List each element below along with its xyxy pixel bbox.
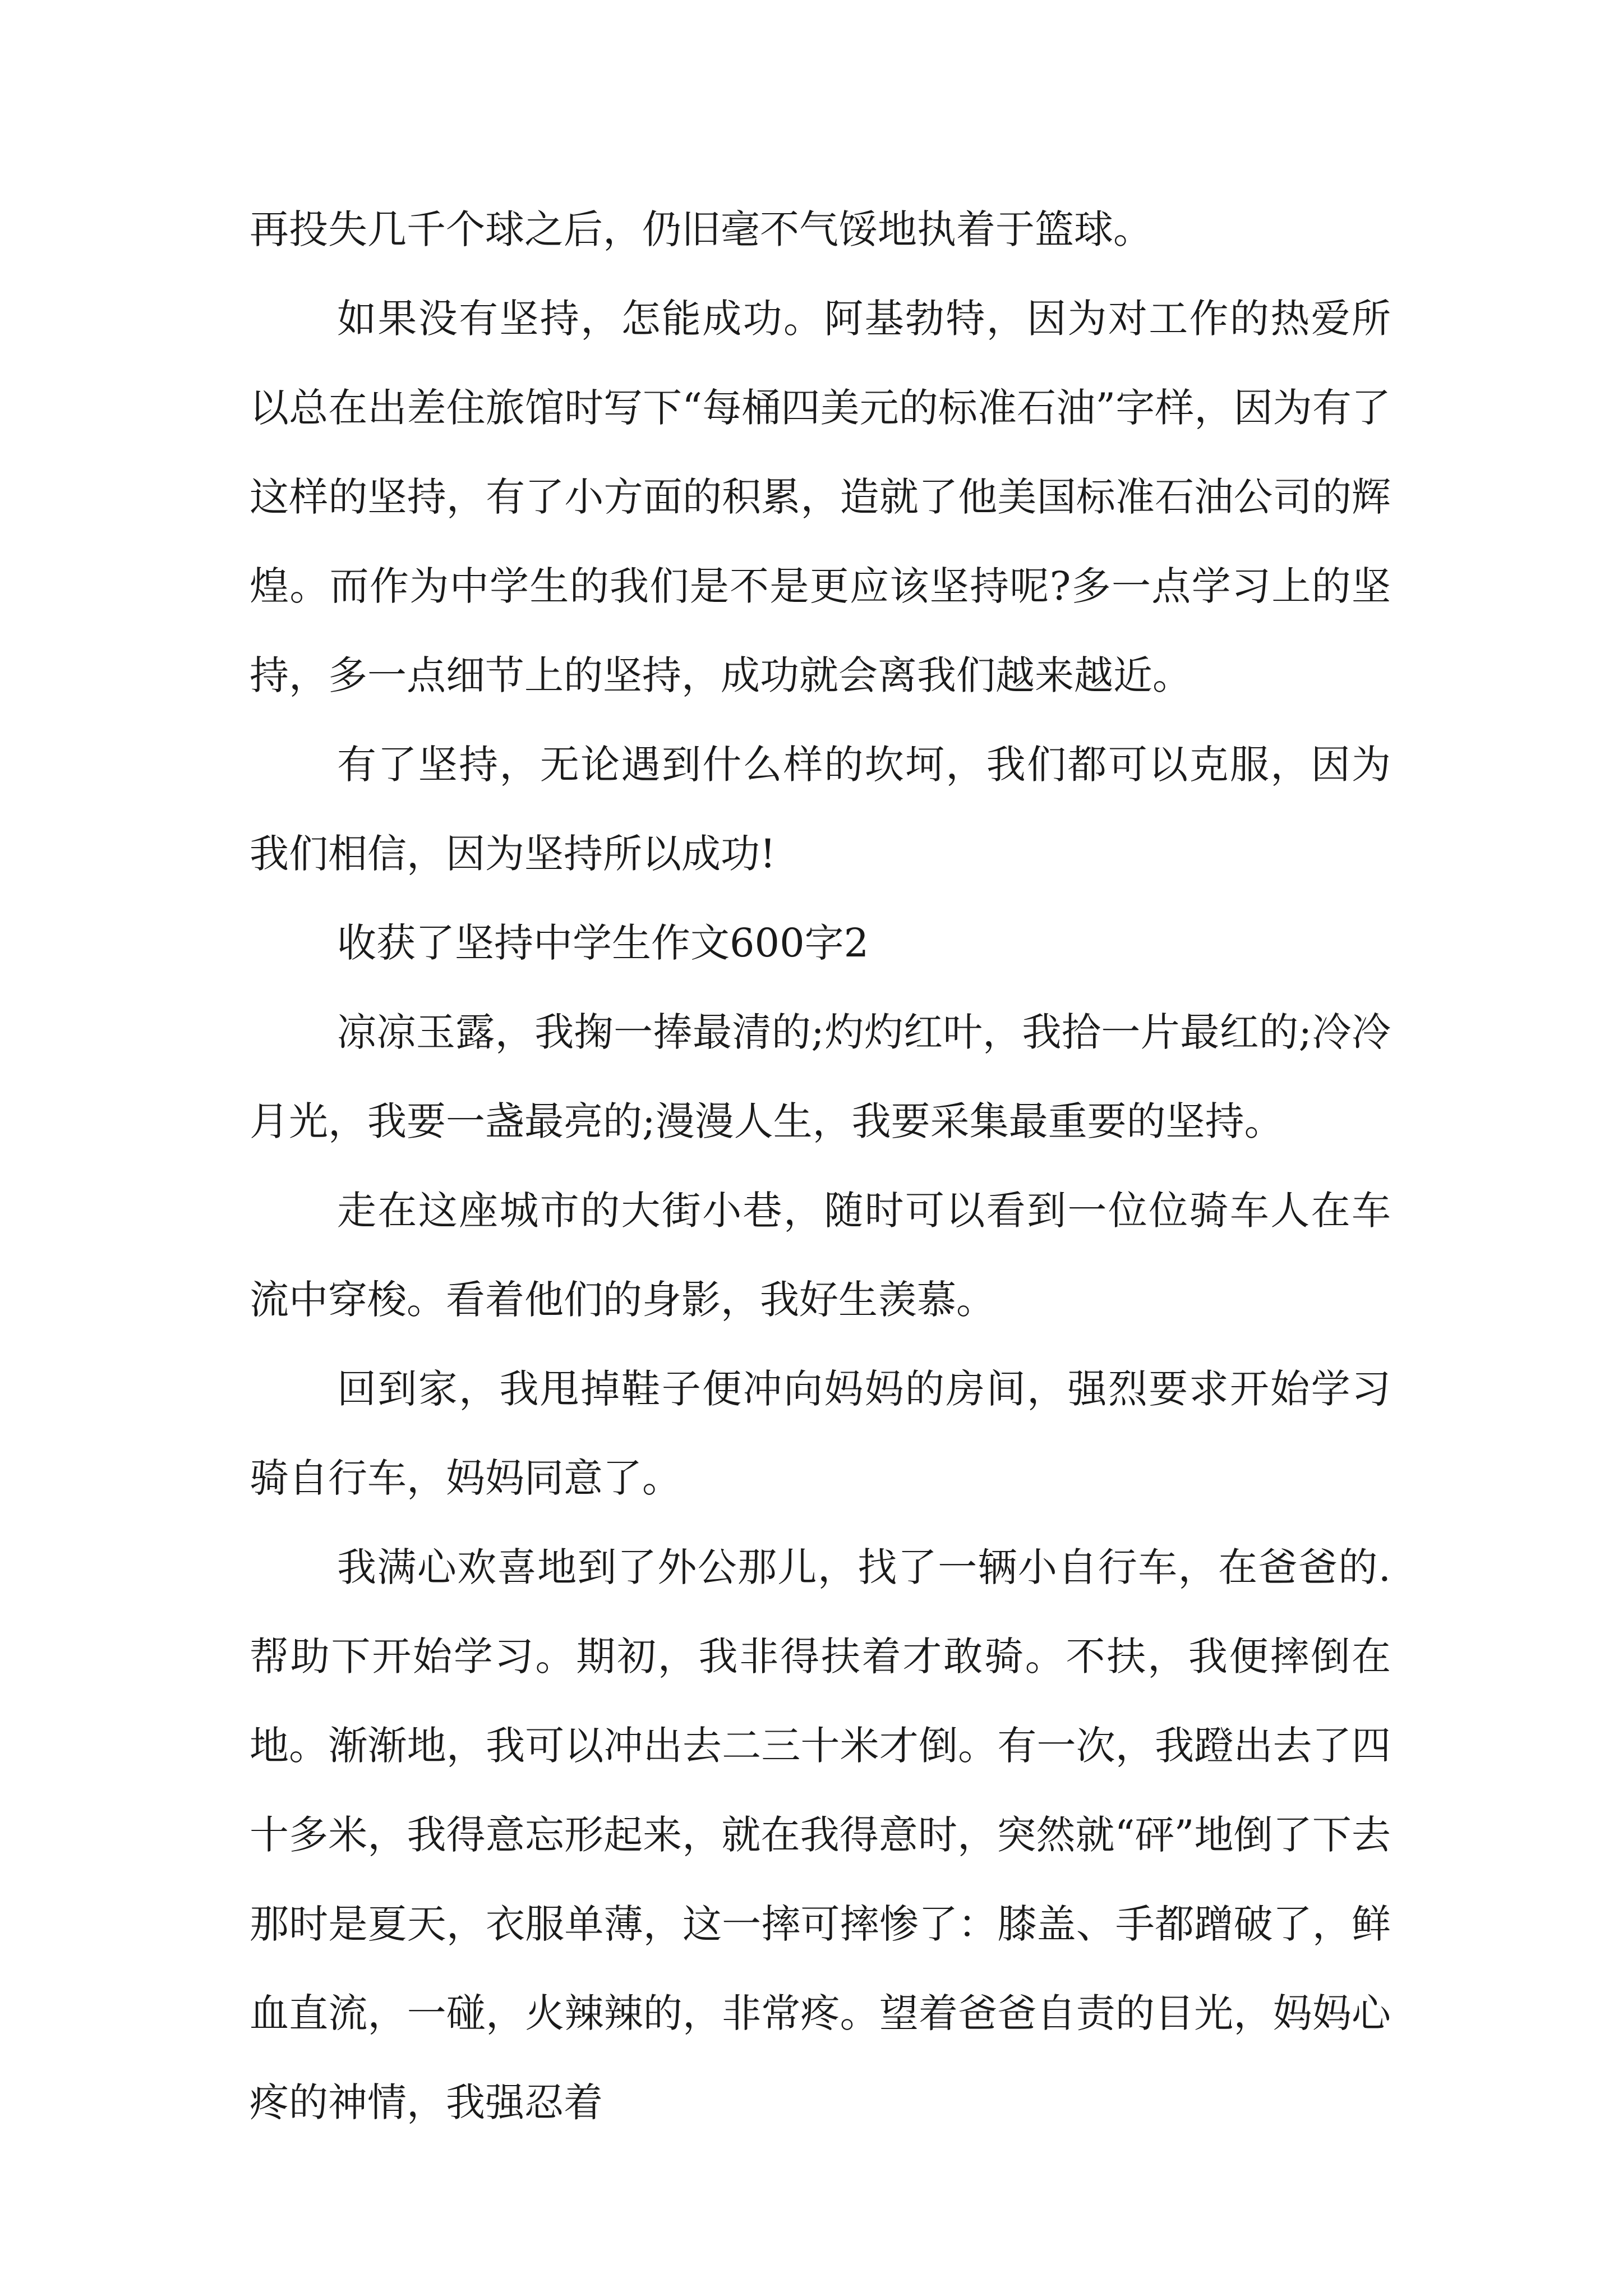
paragraph-continuation: 再投失几千个球之后，仍旧毫不气馁地执着于篮球。: [250, 206, 1152, 252]
paragraph-request-learn: 回到家，我甩掉鞋子便冲向妈妈的房间，强烈要求开始学习骑自行车，妈妈同意了。: [250, 1366, 1391, 1501]
essay-title: 收获了坚持中学生作文600字2: [337, 920, 869, 966]
paragraph-city-cyclists: 走在这座城市的大街小巷，随时可以看到一位位骑车人在车流中穿梭。看着他们的身影，我好生羡慕。: [250, 1188, 1391, 1323]
paragraph-learning-bike: 我满心欢喜地到了外公那儿，找了一辆小自行车，在爸爸的.帮助下开始学习。期初，我非得扶着才敢骑。不扶，我便摔倒在地。渐渐地，我可以冲出去二三十米才倒。有一次，我蹬出去了四十多米，我得意忘形起来，就在我得意时，突然就“砰”地倒了下去那时是夏天，衣服单薄，这一摔可摔惨了：膝盖、手都蹭破了，鲜血直流，一碰，火辣辣的，非常疼。望着爸爸自责的目光，妈妈心疼的神情，我强忍着: [250, 1544, 1391, 2125]
document-body: [250, 185, 1391, 2147]
paragraph-persistence-success: 如果没有坚持，怎能成功。阿基勃特，因为对工作的热爱所以总在出差住旅馆时写下“每桶四美元的标准石油”字样，因为有了这样的坚持，有了小方面的积累，造就了他美国标准石油公司的辉煌。而作为中学生的我们是不是更应该坚持呢?多一点学习上的坚持，多一点细节上的坚持，成功就会离我们越来越近。: [250, 296, 1391, 698]
paragraph-overcome-hardship: 有了坚持，无论遇到什么样的坎坷，我们都可以克服，因为我们相信，因为坚持所以成功!: [250, 742, 1391, 877]
paragraph-intro-imagery: 凉凉玉露，我掬一捧最清的;灼灼红叶，我拾一片最红的;冷冷月光，我要一盏最亮的;漫漫人生，我要采集最重要的坚持。: [250, 1009, 1391, 1144]
